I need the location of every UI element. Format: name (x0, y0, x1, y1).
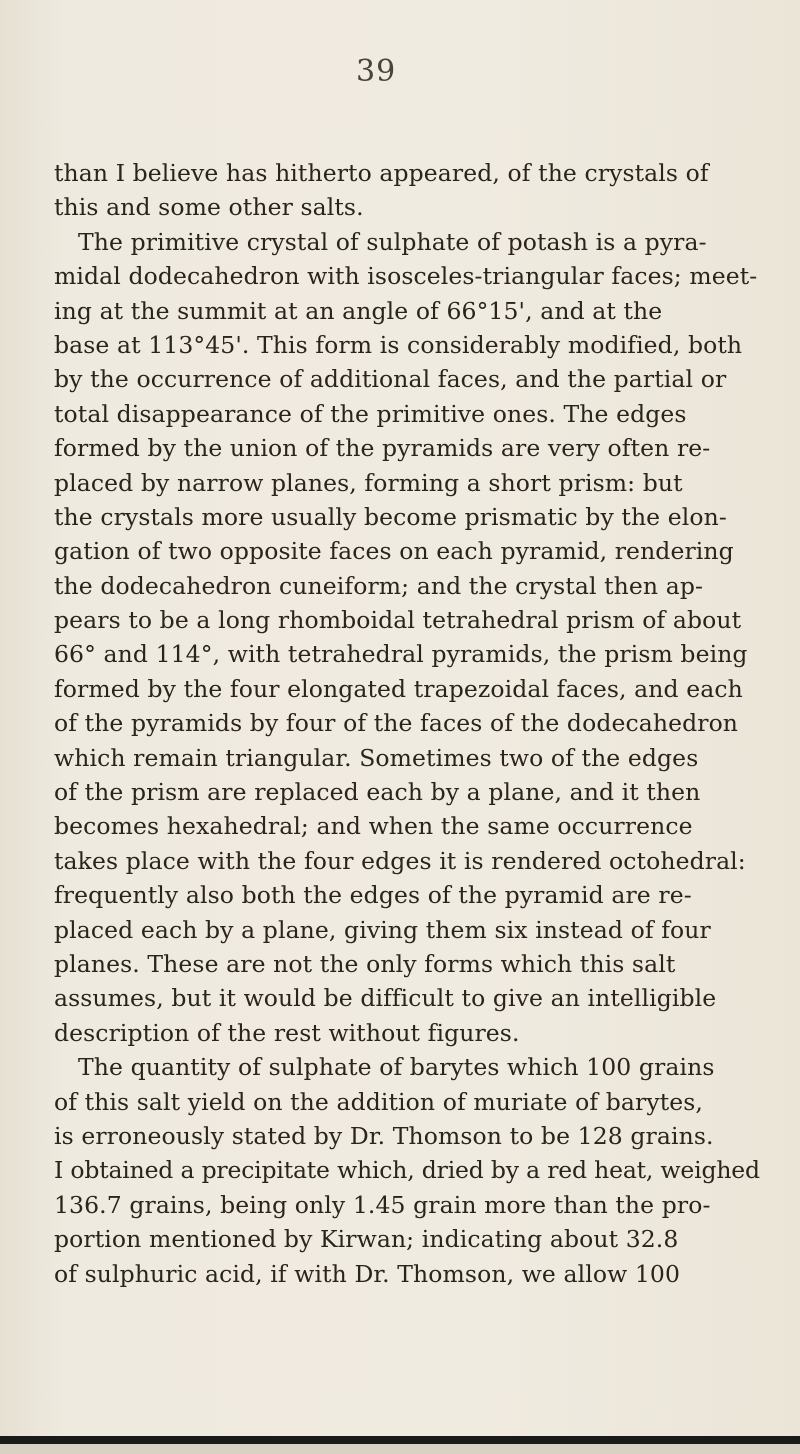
text-line: base at 113°45'. This form is considerably modified, both (54, 330, 743, 359)
page-number: 39 (356, 54, 397, 89)
text-line: I obtained a precipitate which, dried by a red heat, weighed (54, 1156, 760, 1185)
text-line: of the prism are replaced each by a plane, and it then (54, 778, 701, 807)
page-bottom-shade (0, 1444, 800, 1454)
text-line: of sulphuric acid, if with Dr. Thomson, we allow 100 (54, 1259, 681, 1288)
text-line: 66° and 114°, with tetrahedral pyramids, the prism being (54, 640, 748, 669)
body-text (54, 156, 760, 1291)
page-bottom-edge (0, 1436, 800, 1444)
text-line: of this salt yield on the addition of muriate of barytes, (54, 1087, 703, 1116)
text-line: formed by the four elongated trapezoidal faces, and each (54, 674, 743, 703)
text-line: which remain triangular. Sometimes two of the edges (54, 743, 699, 772)
text-line: becomes hexahedral; and when the same occurrence (54, 812, 693, 841)
text-line: frequently also both the edges of the pyramid are re- (54, 881, 692, 910)
text-line: placed each by a plane, giving them six instead of four (54, 915, 711, 944)
text-line: is erroneously stated by Dr. Thomson to be 128 grains. (54, 1121, 714, 1150)
text-line: The primitive crystal of sulphate of potash is a pyra- (78, 227, 707, 256)
text-line: formed by the union of the pyramids are very often re- (54, 434, 711, 463)
text-line: than I believe has hitherto appeared, of the crystals of (54, 159, 709, 187)
text-line: of the pyramids by four of the faces of the dodecahedron (54, 709, 739, 738)
text-line: by the occurrence of additional faces, and the partial or (54, 365, 727, 394)
text-line: placed by narrow planes, forming a short prism: but (54, 468, 683, 497)
text-line: description of the rest without figures. (54, 1018, 520, 1047)
text-line: midal dodecahedron with isosceles-triangular faces; meet- (54, 262, 758, 291)
text-line: gation of two opposite faces on each pyramid, rendering (54, 537, 734, 566)
text-line: the crystals more usually become prismatic by the elon- (54, 502, 727, 531)
text-line: pears to be a long rhomboidal tetrahedral prism of about (54, 606, 742, 635)
text-line: portion mentioned by Kirwan; indicating about 32.8 (54, 1225, 679, 1254)
text-line: takes place with the four edges it is rendered octohedral: (54, 846, 746, 875)
text-line: the dodecahedron cuneiform; and the crystal then ap- (54, 571, 704, 600)
text-line: total disappearance of the primitive ones. The edges (54, 399, 687, 428)
text-line: ing at the summit at an angle of 66°15', and at the (54, 296, 663, 325)
text-line: assumes, but it would be difficult to give an intelligible (54, 984, 717, 1013)
text-line: The quantity of sulphate of barytes which 100 grains (78, 1053, 715, 1082)
text-line: 136.7 grains, being only 1.45 grain more than the pro- (54, 1190, 711, 1219)
text-line: this and some other salts. (54, 193, 364, 222)
text-line: planes. These are not the only forms which this salt (54, 949, 676, 978)
